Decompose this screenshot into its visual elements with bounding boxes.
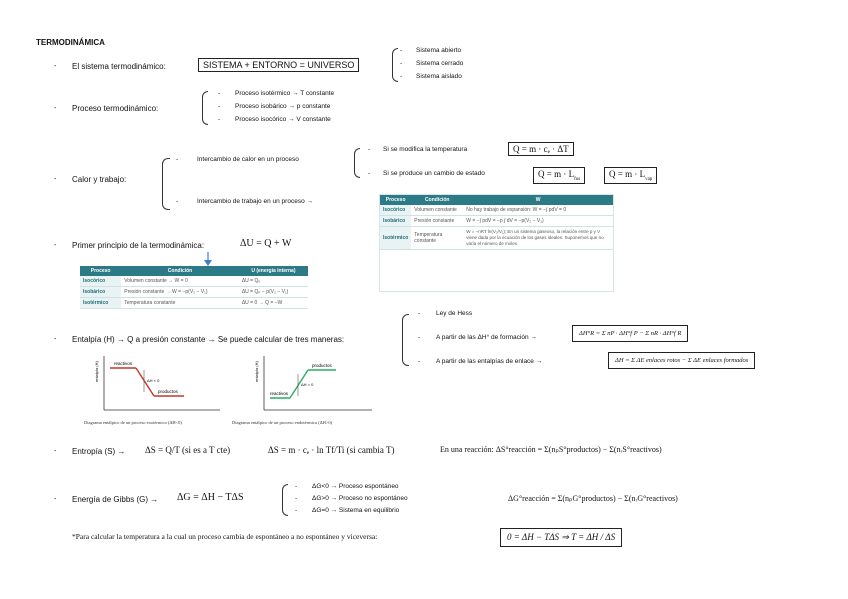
table-cell: Isobárico — [80, 287, 121, 298]
u-table — [80, 266, 308, 314]
bullet: - — [54, 105, 57, 112]
bullet: - — [218, 103, 221, 110]
bullet: - — [295, 507, 298, 514]
bullet: - — [54, 448, 57, 455]
bullet: - — [418, 358, 421, 365]
brace — [202, 91, 208, 125]
nota-formula: 0 = ΔH − TΔS ⇒ T = ΔH / ΔS — [500, 528, 622, 547]
table-cell: Presión constante — [411, 216, 463, 227]
table-cell: Presión constante → W = −p(V₂ − V₁) — [121, 287, 239, 298]
table-cell: No hay trabajo de expansión: W = −∫ pdV = 0 — [463, 205, 613, 216]
sistema-type-1: Sistema abierto — [416, 47, 462, 54]
work-th-condicion: Condición — [411, 195, 463, 205]
table-cell: Temperatura constante — [121, 298, 239, 309]
entropia-f1: ΔS = Q/T (si es a T cte) — [145, 445, 231, 455]
delta-label: ΔH > 0 — [301, 382, 314, 387]
entropia-f2: ΔS = m · cₑ · ln Tf/Ti (si cambia T) — [268, 445, 395, 455]
bottom-label: productos — [158, 389, 178, 394]
enlace-formula: ΔH = Σ ΔE enlaces rotos − Σ ΔE enlaces formados — [608, 352, 755, 369]
top-label: reactivos — [114, 361, 133, 366]
gibbs-item-1: ΔG<0 → Proceso espontáneo — [312, 483, 399, 490]
axis-label: entalpía (H) — [94, 361, 99, 382]
bullet: - — [368, 146, 371, 153]
gibbs-item-3: ΔG=0 → Sistema en equilibrio — [312, 507, 400, 514]
proceso-item-3: Proceso isocórico → V constante — [235, 116, 331, 123]
brace — [392, 48, 398, 82]
work-th-proceso: Proceso — [380, 195, 411, 205]
exothermic-svg — [84, 352, 224, 418]
table-row — [80, 287, 308, 298]
table-cell: Isobárico — [380, 216, 411, 227]
table-cell: Isotérmico — [380, 227, 411, 250]
bullet: - — [400, 47, 403, 54]
table-cell: W = −nRT ln(V₂/V₁); En un sistema gaseoso, la relación entre p y V viene dada por la ecuación de los gases ideales. Suponemos que no varía el número de moles. — [463, 227, 613, 250]
sistema-formula: SISTEMA + ENTORNO = UNIVERSO — [198, 58, 359, 72]
endothermic-caption: Diagrama entálpico de un proceso endotérmico (ΔH>0) — [232, 420, 333, 425]
table-row — [80, 298, 308, 309]
brace — [282, 484, 288, 516]
sistema-type-3: Sistema aislado — [416, 73, 462, 80]
bullet: - — [295, 495, 298, 502]
formacion-formula: ΔH°R = Σ nP · ΔH°f P − Σ nR · ΔH°f R — [572, 325, 688, 342]
proceso-item-1: Proceso isotérmico → T constante — [235, 90, 335, 97]
gibbs-reaction: ΔG°reacción = Σ(nₚG°productos) − Σ(nᵣG°reactivos) — [508, 494, 678, 503]
table-cell: ΔU = 0 → Q = −W — [239, 298, 308, 309]
brace — [354, 148, 360, 178]
bullet: - — [54, 336, 57, 343]
u-th-u: U (energía interna) — [239, 266, 308, 276]
bullet: - — [418, 310, 421, 317]
table-row — [380, 205, 613, 216]
table-row — [80, 276, 308, 287]
table-cell: Isocórico — [380, 205, 411, 216]
u-th-condicion: Condición — [121, 266, 239, 276]
arrow-down-icon — [203, 252, 213, 266]
sistema-type-2: Sistema cerrado — [416, 60, 464, 67]
intercambio-trabajo: Intercambio de trabajo en un proceso → — [197, 198, 313, 205]
u-th-proceso: Proceso — [80, 266, 121, 276]
entropia-f3: En una reacción: ΔS°reacción = Σ(nₚS°productos) − Σ(nᵣS°reactivos) — [440, 445, 662, 454]
entalpia-label: Entalpía (H) → Q a presión constante → Se puede calcular de tres maneras: — [72, 335, 345, 344]
calor-label: Calor y trabajo: — [72, 175, 127, 184]
exothermic-diagram — [84, 352, 224, 428]
nota-text: *Para calcular la temperatura a la cual un proceso cambia de espontáneo a no espontáneo y viceversa: — [72, 532, 378, 541]
bullet: - — [218, 116, 221, 123]
bullet: - — [54, 496, 57, 503]
endothermic-svg — [232, 352, 374, 418]
bullet: - — [218, 90, 221, 97]
gibbs-label: Energía de Gibbs (G) → — [72, 495, 159, 504]
brace — [402, 314, 409, 366]
temp-formula: Q = m · cₑ · ΔT — [508, 142, 574, 156]
entalpia-method-2: A partir de las ΔH° de formación → — [436, 334, 537, 341]
table-cell: Temperatura constante — [411, 227, 463, 250]
primer-label: Primer principio de la termodinámica: — [72, 241, 205, 250]
bullet: - — [400, 73, 403, 80]
entalpia-method-3: A partir de las entalpías de enlace → — [436, 358, 543, 365]
table-cell: ΔU = Qᵥ — [239, 276, 308, 287]
table-cell: ΔU = Qₚ − p(V₂ − V₁) — [239, 287, 308, 298]
axis-label: entalpía (H) — [254, 361, 259, 382]
fus-formula: $Q = m \cdot L_{fus}$ — [533, 167, 585, 184]
table-cell: Volumen constante — [411, 205, 463, 216]
bullet: - — [54, 63, 57, 70]
sistema-label: El sistema termodinámico: — [72, 62, 166, 71]
table-cell: Isotérmico — [80, 298, 121, 309]
brace — [162, 158, 170, 210]
delta-label: ΔH < 0 — [147, 378, 160, 383]
endothermic-diagram — [232, 352, 374, 428]
bullet: - — [400, 60, 403, 67]
bullet: - — [176, 156, 179, 163]
exothermic-caption: Diagrama entálpico de un proceso exotérmico (ΔH<0) — [84, 420, 182, 425]
table-cell: Volumen constante → W = 0 — [121, 276, 239, 287]
bullet: - — [418, 334, 421, 341]
work-table — [379, 194, 614, 292]
gibbs-formula: ΔG = ΔH − TΔS — [177, 492, 244, 503]
bullet: - — [176, 198, 179, 205]
bullet: - — [54, 176, 57, 183]
work-th-w: W — [463, 195, 613, 205]
entropia-label: Entropía (S) → — [72, 447, 126, 456]
bullet: - — [54, 242, 57, 249]
table-row — [380, 227, 613, 250]
table-cell: W = −∫ pdV = −p ∫ dV = −p(V₂ − V₁) — [463, 216, 613, 227]
bullet: - — [368, 170, 371, 177]
bottom-label: reactivos — [270, 391, 289, 396]
table-row — [380, 216, 613, 227]
gibbs-item-2: ΔG>0 → Proceso no espontáneo — [312, 495, 408, 502]
intercambio-calor: Intercambio de calor en un proceso — [197, 156, 299, 163]
estado-label: Si se produce un cambio de estado — [383, 170, 485, 177]
temp-label: Si se modifica la temperatura — [383, 146, 468, 153]
proceso-label: Proceso termodinámico: — [72, 104, 159, 113]
table-cell: Isocórico — [80, 276, 121, 287]
entalpia-method-1: Ley de Hess — [436, 310, 473, 317]
bullet: - — [295, 483, 298, 490]
proceso-item-2: Proceso isobárico → p constante — [235, 103, 331, 110]
vap-formula: $Q = m \cdot L_{vap}$ — [604, 167, 657, 184]
top-label: productos — [312, 363, 332, 368]
primer-formula: ΔU = Q + W — [240, 238, 292, 249]
page-title: TERMODINÁMICA — [36, 38, 105, 47]
